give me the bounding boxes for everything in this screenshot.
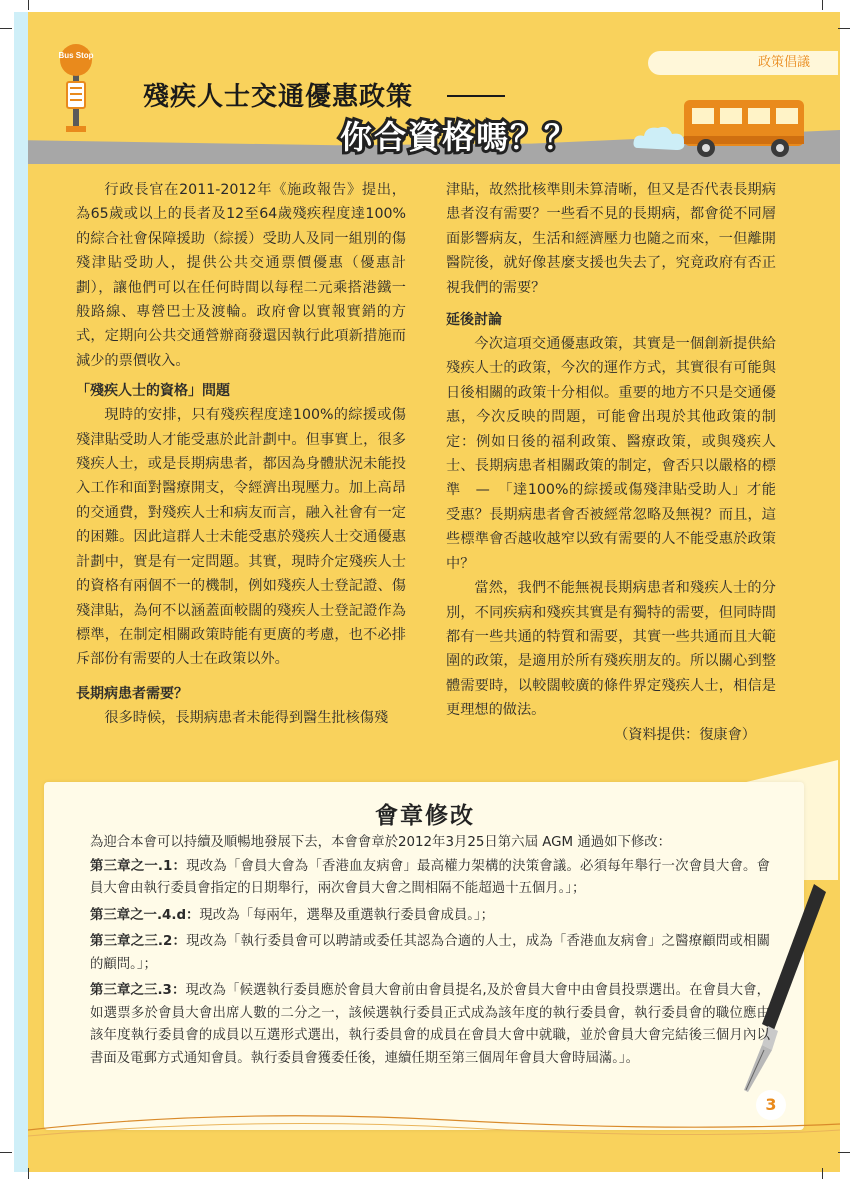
section-heading: 延後討論: [446, 312, 502, 329]
section-heading: 長期病患者需要？: [76, 685, 188, 702]
notice-item: [90, 931, 770, 976]
notice-item-text: 現改為「執行委員會可以聘請或委任其認為合適的人士，成為「香港血友病會」之醫療顧問或相關的顧問。」；: [90, 934, 771, 972]
article-paragraph: 行政長官在2011-2012年《施政報告》提出，為65歲或以上的長者及12至64歲殘疾程度達100%的綜合社會保障援助（綜援）受助人及同一組別的傷殘津貼受助人，提供公共交通票價優惠（優惠計劃），讓他們可以在任何時間以每程二元乘搭港鐵一般路線、專營巴士及渡輪。政府會以實報實銷的方式，定期向公共交通營辦商發還因執行此項新措施而減少的票價收入。: [76, 182, 406, 369]
article-credit: （資料提供：復康會）: [614, 726, 756, 743]
article-paragraph: 當然，我們不能無視長期病患者和殘疾人士的分別，不同疾病和殘疾其實是有獨特的需要，但同時間都有一些共通的特質和需要，其實一些共通而且大範圍的政策，是適用於所有殘疾朋友的。所以關心到整體需要時，以較闊較廣的條件界定殘疾人士，相信是更理想的做法。: [446, 580, 776, 719]
notice-item-label: 第三章之三.2：: [90, 934, 187, 949]
article-right-column: [446, 178, 776, 747]
crop-mark: [28, 1168, 29, 1179]
notice-item-label: 第三章之一.1：: [90, 858, 187, 874]
left-binding-strip: [14, 12, 28, 1172]
notice-item-text: 現改為「每兩年，選舉及重選執行委員會成員。」；: [199, 907, 495, 923]
title-dash-line: [447, 95, 505, 97]
notice-title: 會章修改: [375, 803, 475, 829]
crop-mark: [838, 28, 850, 29]
notice-item: [90, 856, 770, 901]
section-heading: 「殘疾人士的資格」問題: [76, 383, 230, 400]
article-paragraph: 現時的安排，只有殘疾程度達100%的綜援或傷殘津貼受助人才能受惠於此計劃中。但事實上，很多殘疾人士，或是長期病患者，都因為身體狀況未能投入工作和面對醫療開支，令經濟出現壓力。加上高昂的交通費，對殘疾人士和病友而言，融入社會有一定的困難。因此這群人士未能受惠於殘疾人士交通優惠計劃中，實是有一定問題。其實，現時介定殘疾人士的資格有兩個不一的機制，例如殘疾人士登記證、傷殘津貼，為何不以涵蓋面較闊的殘疾人士登記證作為標準，在制定相關政策時能有更廣的考慮，也不必排斥部份有需要的人士在政策以外。: [76, 407, 406, 668]
decorative-wave-lines: [28, 1100, 840, 1160]
crop-mark: [822, 1168, 823, 1179]
section-tag: 政策倡議: [648, 51, 838, 75]
notice-body: [90, 832, 770, 1071]
notice-intro: 為迎合本會可以持續及順暢地發展下去，本會會章於2012年3月25日第六屆 AGM 通過如下修改：: [90, 835, 672, 850]
crop-mark: [0, 28, 12, 29]
notice-item-label: 第三章之三.3：: [90, 983, 186, 998]
article-paragraph: 今次這項交通優惠政策，其實是一個創新提供給殘疾人士的政策，今次的運作方式，其實很有可能與日後相關的政策十分相似。重要的地方不只是交通優惠，今次反映的問題，可能會出現於其他政策的制定：例如日後的福利政策、醫療政策，或與殘疾人士、長期病患者相關政策的制定，會否只以嚴格的標準 — 「達100%的綜援或傷殘津貼受助人」才能受惠？長期病患者會否被經常忽略及無視？而且，這些標準會否越收越窄以致有需要的人不能受惠於政策中？: [446, 336, 776, 572]
notice-item-label: 第三章之一.4.d：: [90, 907, 200, 923]
bus-stop-text: Bus Stop: [58, 51, 94, 60]
notice-item: [90, 980, 770, 1070]
notice-item: [90, 905, 770, 928]
crop-mark: [28, 0, 29, 10]
notice-item-text: 現改為「會員大會為「香港血友病會」最高權力架構的決策會議。必須每年舉行一次會員大會。會員大會由執行委員會指定的日期舉行，兩次會員大會之間相隔不能超過十五個月。」；: [90, 858, 771, 896]
page-number: 3: [756, 1090, 786, 1120]
crop-mark: [822, 0, 823, 10]
article-paragraph: 很多時候，長期病患者未能得到醫生批核傷殘: [104, 709, 389, 726]
notice-item-text: 現改為「候選執行委員應於會員大會前由會員提名,及於會員大會中由會員投票選出。在會員大會，如選票多於會員大會出席人數的二分之一，該候選執行委員正式成為該年度的執行委員會，執行委員會的職位應由該年度執行委員會的成員以互選形式選出，執行委員會的成員在會員大會中就職，並於會員大會完結後三個月內以書面及電郵方式通知會員。執行委員會獲委任後，連續任期至第三個周年會員大會時屆滿。」。: [90, 983, 770, 1066]
article-title: 殘疾人士交通優惠政策: [143, 82, 414, 112]
article-paragraph: 津貼，故然批核準則未算清晰，但又是否代表長期病患者沒有需要？一些看不見的長期病，都會從不同層面影響病友，生活和經濟壓力也隨之而來，一但離開醫院後，就好像甚麼支援也失去了，究竟政府有否正視我們的需要？: [446, 182, 776, 296]
crop-mark: [0, 1152, 12, 1153]
bus-stop-sign-icon: [56, 42, 96, 134]
bus-icon: [680, 96, 810, 160]
article-subtitle: 你合資格嗎？？: [340, 118, 579, 156]
article-left-column: [76, 178, 406, 730]
